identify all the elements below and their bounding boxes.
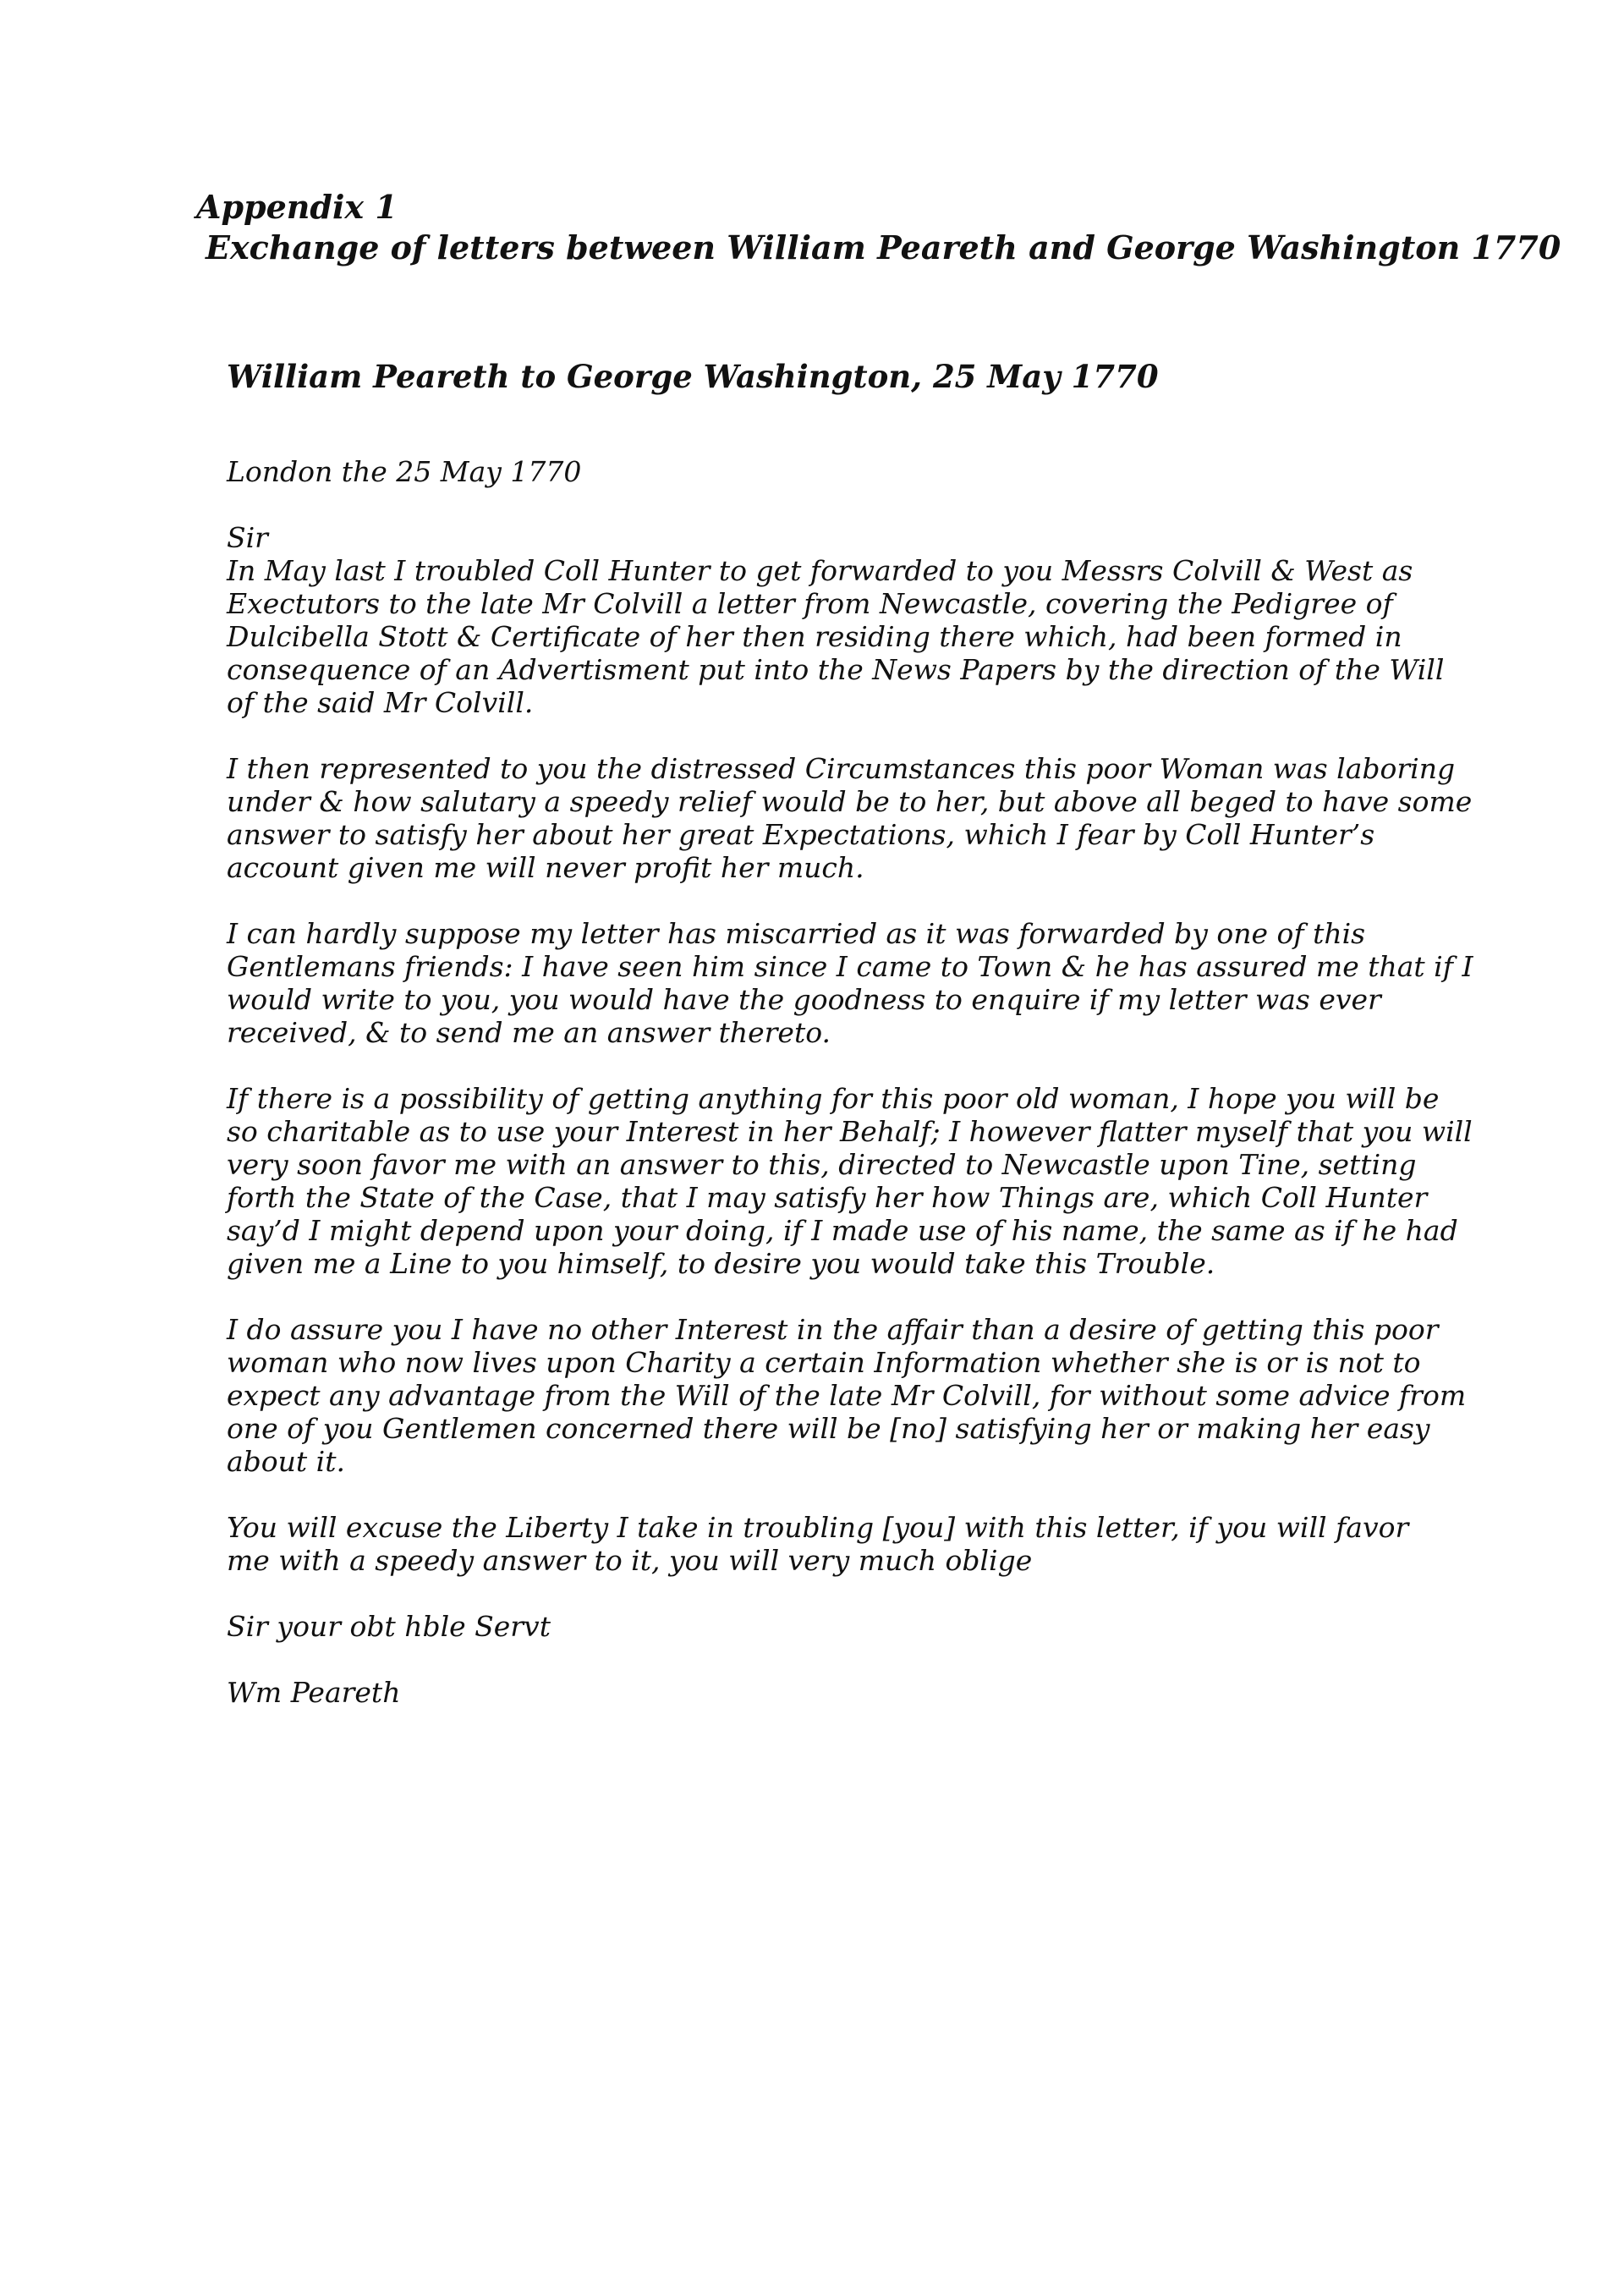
paragraph-line: Dulcibella Stott & Certificate of her then residing there which, had been formed in — [227, 620, 1402, 653]
paragraph-line: about it. — [227, 1445, 345, 1478]
letter-body — [227, 455, 1473, 1742]
paragraph-line: I can hardly suppose my letter has miscarried as it was forwarded by one of this — [227, 917, 1366, 950]
paragraph-line: expect any advantage from the Will of the late Mr Colvill, for without some advice from — [227, 1379, 1467, 1412]
paragraph-line: of the said Mr Colvill. — [227, 686, 534, 719]
letter-paragraph-5 — [227, 1313, 1467, 1478]
paragraph-line: Gentlemans friends: I have seen him since I came to Town & he has assured me that if I — [227, 950, 1473, 983]
paragraph-line: I do assure you I have no other Interest in the affair than a desire of getting this poor — [227, 1313, 1439, 1346]
paragraph-line: under & how salutary a speedy relief would be to her, but above all beged to have some — [227, 785, 1473, 818]
letter-closing: Sir your obt hble Servt — [227, 1610, 551, 1643]
paragraph-line: You will excuse the Liberty I take in troubling [you] with this letter, if you will favor — [227, 1511, 1409, 1544]
paragraph-line: given me a Line to you himself, to desire you would take this Trouble. — [227, 1247, 1215, 1280]
paragraph-line: forth the State of the Case, that I may satisfy her how Things are, which Coll Hunter — [227, 1181, 1428, 1214]
paragraph-line: one of you Gentlemen concerned there will be [no] satisfying her or making her easy — [227, 1412, 1430, 1445]
letter-paragraph-3 — [227, 917, 1473, 1049]
paragraph-line: me with a speedy answer to it, you will very much oblige — [227, 1544, 1033, 1577]
letter-paragraph-6 — [227, 1511, 1428, 1577]
letter-heading: William Peareth to George Washington, 25 May 1770 — [227, 358, 1159, 395]
paragraph-line: In May last I troubled Coll Hunter to get forwarded to you Messrs Colvill & West as — [227, 554, 1413, 587]
letter-paragraph-4 — [227, 1082, 1473, 1280]
paragraph-line: very soon favor me with an answer to this, directed to Newcastle upon Tine, setting — [227, 1148, 1417, 1181]
letter-paragraph-1 — [227, 554, 1445, 719]
paragraph-line: would write to you, you would have the goodness to enquire if my letter was ever — [227, 983, 1381, 1016]
paragraph-line: If there is a possibility of getting anything for this poor old woman, I hope you will be — [227, 1082, 1440, 1115]
paragraph-line: so charitable as to use your Interest in her Behalf; I however flatter myself that you will — [227, 1115, 1473, 1148]
paragraph-line: answer to satisfy her about her great Expectations, which I fear by Coll Hunter’s — [227, 818, 1375, 851]
letter-salutation: Sir — [227, 521, 268, 554]
letter-paragraph-2 — [227, 752, 1473, 884]
paragraph-line: say’d I might depend upon your doing, if I made use of his name, the same as if he had — [227, 1214, 1458, 1247]
letter-signature: Wm Peareth — [227, 1676, 401, 1709]
letter-dateline: London the 25 May 1770 — [227, 455, 582, 488]
appendix-label: Appendix 1 — [196, 188, 398, 226]
paragraph-line: woman who now lives upon Charity a certain Information whether she is or is not to — [227, 1346, 1421, 1379]
paragraph-line: Exectutors to the late Mr Colvill a letter from Newcastle, covering the Pedigree of — [227, 587, 1393, 620]
paragraph-line: consequence of an Advertisment put into the News Papers by the direction of the Will — [227, 653, 1445, 686]
paragraph-line: account given me will never profit her much. — [227, 851, 864, 884]
appendix-title: Exchange of letters between William Peareth and George Washington 1770 — [206, 228, 1561, 266]
paragraph-line: I then represented to you the distressed Circumstances this poor Woman was laboring — [227, 752, 1456, 785]
paragraph-line: received, & to send me an answer thereto. — [227, 1016, 831, 1049]
